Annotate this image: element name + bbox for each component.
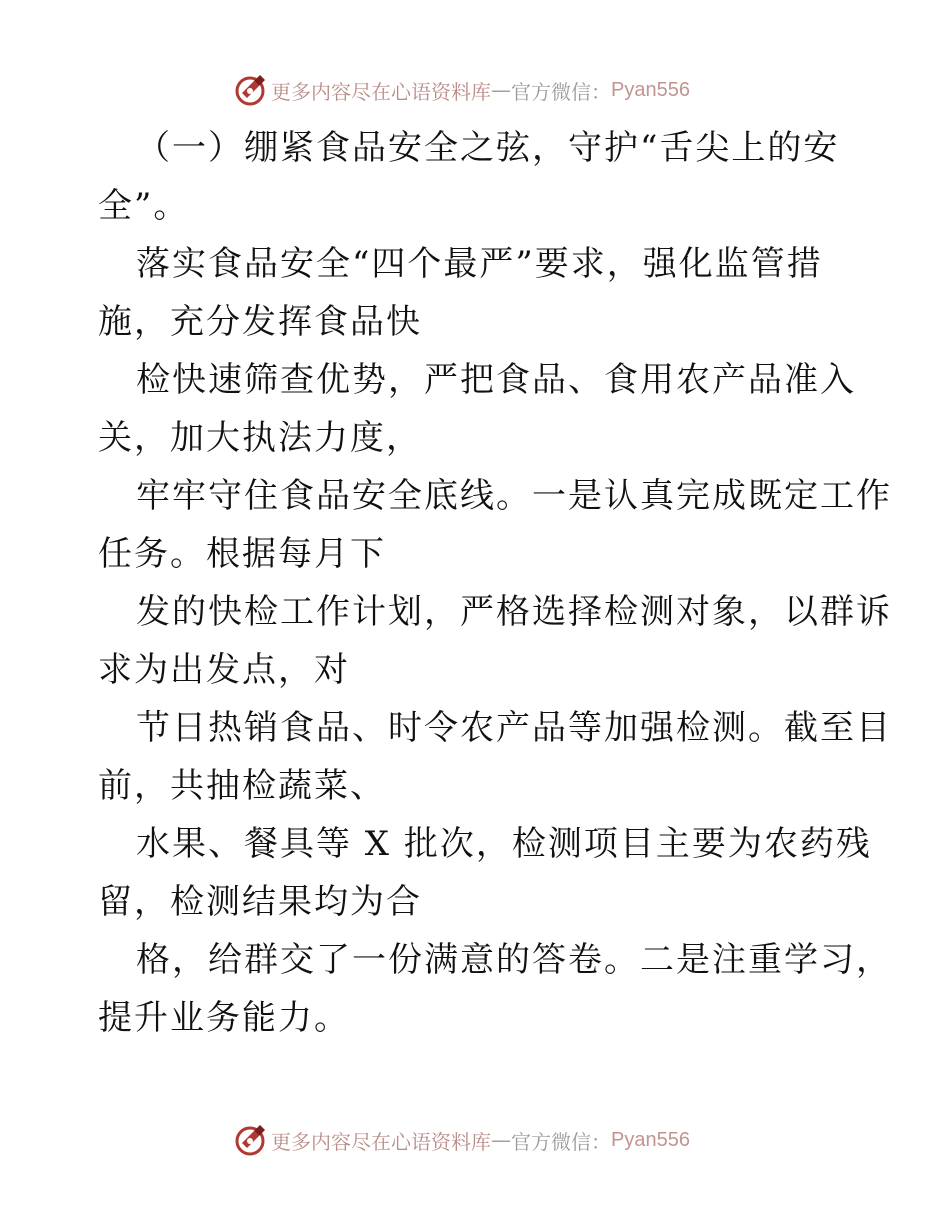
paragraph-line: 牢牢守住食品安全底线。一是认真完成既定工作: [136, 476, 892, 516]
paragraph-line: 提升业务能力。: [98, 998, 350, 1038]
paragraph-line: 格，给群交了一份满意的答卷。二是注重学习，: [136, 940, 892, 980]
pen-logo-icon: [233, 1123, 267, 1157]
paragraph-line: 节日热销食品、时令农产品等加强检测。截至目: [136, 708, 892, 748]
paragraph-line: 水果、餐具等 X 批次，检测项目主要为农药残: [136, 824, 872, 864]
paragraph-line: 前，共抽检蔬菜、: [98, 766, 386, 806]
paragraph-line: 全”。: [98, 186, 190, 226]
paragraph-line: 检快速筛查优势，严把食品、食用农产品准入: [136, 360, 856, 400]
watermark-contact-id: Pyan556: [611, 78, 690, 101]
watermark-contact-label: 官方微信：: [511, 79, 611, 104]
paragraph-line: （一）绷紧食品安全之弦，守护“舌尖上的安: [136, 128, 840, 168]
watermark-dash: —: [491, 1128, 511, 1152]
document-body: [98, 119, 892, 1047]
footer-watermark: [233, 1122, 690, 1158]
paragraph-line: 施，充分发挥食品快: [98, 302, 422, 342]
paragraph-line: 落实食品安全“四个最严”要求，强化监管措: [136, 244, 823, 284]
watermark-dash: —: [491, 78, 511, 102]
paragraph-line: 发的快检工作计划，严格选择检测对象，以群诉: [136, 592, 892, 632]
watermark-contact-label: 官方微信：: [511, 1129, 611, 1154]
header-watermark: [233, 72, 690, 108]
pen-logo-icon: [233, 73, 267, 107]
watermark-contact-id: Pyan556: [611, 1128, 690, 1151]
paragraph-line: 关，加大执法力度，: [98, 418, 422, 458]
watermark-text: 更多内容尽在心语资料库: [271, 79, 491, 104]
watermark-text: 更多内容尽在心语资料库: [271, 1129, 491, 1154]
paragraph-line: 任务。根据每月下: [98, 534, 386, 574]
paragraph-line: 求为出发点，对: [98, 650, 350, 690]
paragraph-line: 留，检测结果均为合: [98, 882, 422, 922]
